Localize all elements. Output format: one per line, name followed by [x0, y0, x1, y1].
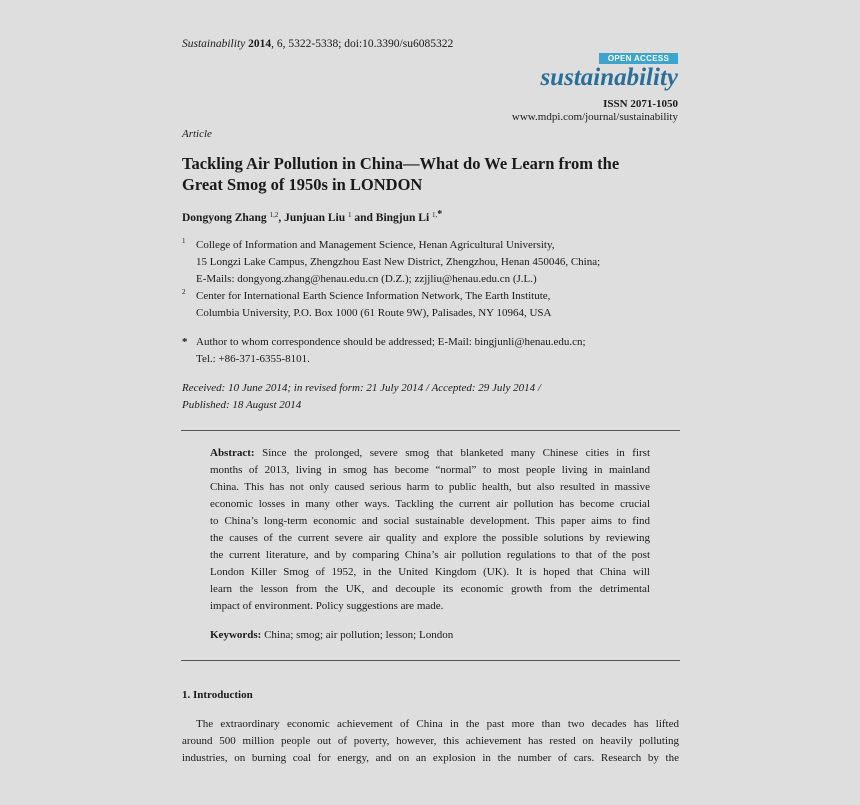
author-list: [182, 209, 442, 224]
article-type: Article: [182, 128, 212, 140]
published-date: Published: 18 August 2014: [182, 399, 302, 411]
citation-journal: Sustainability: [182, 38, 246, 50]
correspondence-star: *: [182, 336, 188, 348]
title-line-1: Tackling Air Pollution in China—What do We Learn from the: [182, 154, 620, 173]
abstract-line: months of 2013, living in smog has become “normal” to most people living in mainland: [210, 464, 650, 476]
dates-line: Received: 10 June 2014; in revised form: 21 July 2014 / Accepted: 29 July 2014 /: [182, 382, 541, 394]
body-line: industries, on burning coal for energy, and on an explosion in the number of cars. Research by the: [182, 752, 679, 764]
abstract-line: learn the lesson from the UK, and decouple its economic growth from the detrimental: [210, 583, 650, 595]
author-3-affil-num: 1,: [432, 211, 438, 219]
issn: ISSN 2071-1050: [603, 98, 678, 110]
author-1-affil: 1,2: [269, 211, 279, 219]
body-line: The extraordinary economic achievement of China in the past more than two decades has lifted: [196, 718, 679, 730]
abstract-line: [210, 445, 650, 462]
abstract-line: economic losses in many other ways. Tackling the current air pollution has become crucial: [210, 498, 650, 510]
divider-bottom: [181, 660, 680, 661]
divider-top: [181, 430, 680, 431]
abstract-line: the current literature, and by comparing China’s air pollution regulations to that of the post: [210, 549, 650, 561]
author-3[interactable]: and Bingjun Li: [351, 212, 430, 224]
citation-line: [182, 38, 453, 50]
abstract-line: China. This has not only caused serious harm to public health, but also resulted in massive: [210, 481, 650, 493]
affiliation-2-line: Columbia University, P.O. Box 1000 (61 Route 9W), Palisades, NY 10964, USA: [196, 307, 552, 319]
affiliation-2-line: Center for International Earth Science Information Network, The Earth Institute,: [196, 290, 551, 302]
author-3-affil: [432, 211, 442, 219]
body-line: around 500 million people out of poverty, however, this achievement has rested on heavily polluting: [182, 735, 679, 747]
affiliation-1-line: 15 Longzi Lake Campus, Zhengzhou East New District, Zhengzhou, Henan 450046, China;: [196, 256, 601, 268]
abstract-line: to China’s long-term economic and social sustainable development. This paper aims to find: [210, 515, 650, 527]
title-line-2: Great Smog of 1950s in LONDON: [182, 175, 423, 194]
keywords-line: [210, 627, 650, 644]
keywords-label: Keywords:: [210, 629, 262, 641]
open-access-badge: OPEN ACCESS: [599, 53, 678, 64]
abstract-text: Since the prolonged, severe smog that blanketed many Chinese cities in first: [254, 447, 650, 459]
affiliation-1-line: College of Information and Management Science, Henan Agricultural University,: [196, 239, 555, 251]
abstract-label: Abstract:: [210, 447, 255, 459]
keywords-text: China; smog; air pollution; lesson; London: [261, 629, 454, 641]
author-1[interactable]: Dongyong Zhang: [182, 212, 267, 224]
abstract-line: London Killer Smog of 1952, in the United Kingdom (UK). It is hoped that China will: [210, 566, 650, 578]
abstract-line: impact of environment. Policy suggestions are made.: [210, 600, 444, 612]
journal-url[interactable]: www.mdpi.com/journal/sustainability: [511, 111, 678, 123]
correspondence-phone: Tel.: +86-371-6355-8101.: [196, 353, 310, 365]
author-2-affil: 1: [348, 211, 352, 219]
affiliation-1-number: 1: [182, 237, 186, 245]
correspondence-line[interactable]: Author to whom correspondence should be addressed; E-Mail: bingjunli@henau.edu.cn;: [196, 336, 586, 348]
affiliation-1-emails[interactable]: E-Mails: dongyong.zhang@henau.edu.cn (D.Z.); zzjjliu@henau.edu.cn (J.L.): [196, 273, 537, 285]
paper-title: [182, 153, 682, 195]
abstract-line: the causes of the current severe air quality and explore the possible solutions by reviewing: [210, 532, 650, 544]
section-heading: 1. Introduction: [182, 689, 253, 701]
author-2[interactable]: , Junjuan Liu: [278, 212, 346, 224]
citation-year: 2014: [248, 38, 272, 50]
affiliation-2-number: 2: [182, 288, 186, 296]
author-3-star: *: [437, 209, 443, 220]
citation-details: , 6, 5322-5338; doi:10.3390/su6085322: [271, 38, 454, 50]
journal-logo: sustainability: [540, 64, 678, 91]
